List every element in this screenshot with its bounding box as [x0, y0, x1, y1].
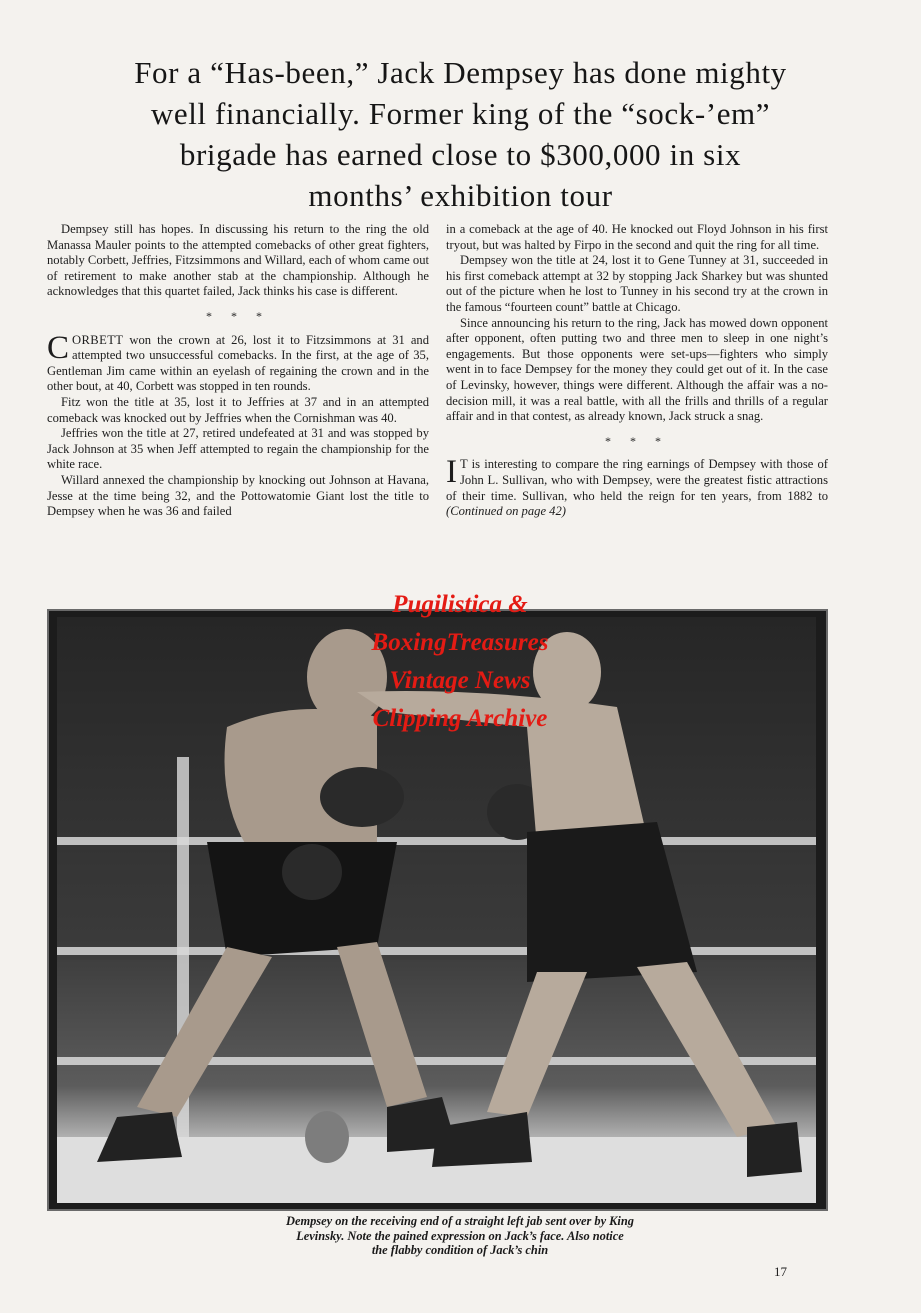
drop-cap: C: [47, 329, 70, 366]
section-break: * * *: [605, 433, 669, 448]
continued-note: (Continued on page 42): [446, 504, 566, 519]
article-column-left: [47, 222, 429, 588]
watermark-line-3: Vintage News: [389, 667, 531, 694]
paragraph: Dempsey still has hopes. In discussing his return to the ring the old Manassa Mauler points to the attempted comebacks of other great fighters, notably Corbett, Jeffries, Fitzsimmons and Willard, each of whom came out of retirement to make another stab at the championship. Although he acknowledges that this quartet failed, Jack thinks his case is different.: [47, 222, 430, 299]
paragraph: Since announcing his return to the ring, Jack has mowed down opponent after opponent, often putting two and three men to sleep in one night’s engagements. But those opponents were set-ups—fighters who simply went in to face Dempsey for the money they could get out of it. In the case of Levinsky, however, things were different. Although the affair was a no-decision mill, it was a real battle, with all the frills and thrills of a regular affair and in that contest, as already known, Jack struck a snag.: [446, 315, 828, 424]
headline-line-1: For a “Has-been,” Jack Dempsey has done mighty: [134, 55, 787, 90]
paragraph-text: T is interesting to compare the ring earnings of Dempsey with those of John L. Sullivan, who with Dempsey, were the greatest fistic attractions of their time. Sullivan, who held the reign for ten years, from 1882 to: [446, 457, 828, 503]
paragraph-text: won the crown at 26, lost it to Fitzsimmons at 31 and attempted two unsuccessful comebacks. In the first, at the age of 35, Gentleman Jim came within an eyelash of regaining the crown and in the other bout, at 40, Corbett was stopped in ten rounds.: [47, 332, 429, 394]
caption-line-1: Dempsey on the receiving end of a straight left jab sent over by King: [286, 1214, 634, 1228]
small-caps-lead: ORBETT: [72, 332, 124, 347]
section-break: * * *: [206, 308, 270, 323]
headline-line-4: months’ exhibition tour: [308, 178, 613, 213]
paragraph: Jeffries won the title at 27, retired undefeated at 31 and was stopped by Jack Johnson at 35 when Jeff attempted to regain the championship for the white race.: [47, 426, 429, 472]
paragraph: Dempsey won the title at 24, lost it to Gene Tunney at 31, succeeded in his first comeback attempt at 32 by stopping Jack Sharkey but was shunted out of the picture when he lost to Tunney in his second try at the crown in the famous “fourteen count” battle at Chicago.: [446, 253, 828, 314]
paragraph: Fitz won the title at 35, lost it to Jeffries at 37 and in an attempted comeback was knocked out by Jeffries when the Cornishman was 40.: [47, 394, 429, 425]
watermark-line-1: Pugilistica &: [392, 591, 528, 618]
watermark-line-4: Clipping Archive: [372, 705, 548, 732]
paragraph-corbett: [47, 329, 429, 395]
spectator-head: [305, 1111, 349, 1163]
headline-line-2: well financially. Former king of the “sock-’em”: [150, 96, 771, 131]
headline-line-3: brigade has earned close to $300,000 in six: [179, 137, 742, 172]
caption-line-3: the flabby condition of Jack’s chin: [371, 1243, 549, 1257]
photo-caption: [150, 1214, 770, 1258]
watermark-line-2: BoxingTreasures: [371, 629, 549, 656]
paragraph-sullivan: [446, 454, 828, 519]
caption-line-2: Levinsky. Note the pained expression on Jack’s face. Also notice: [296, 1228, 624, 1243]
drop-cap: I: [446, 454, 457, 491]
archive-watermark: [330, 586, 590, 738]
page-number: 17: [774, 1264, 787, 1279]
paragraph: Willard annexed the championship by knocking out Johnson at Havana, Jesse at the time being 32, and the Pottowatomie Giant lost the title to Dempsey when he was 36 and failed: [47, 472, 429, 519]
paragraph: in a comeback at the age of 40. He knocked out Floyd Johnson in his first tryout, but was halted by Firpo in the second and quit the ring for all time.: [446, 222, 828, 252]
headline: [40, 52, 881, 216]
article-column-right: [446, 222, 828, 588]
article-body: [47, 222, 828, 588]
